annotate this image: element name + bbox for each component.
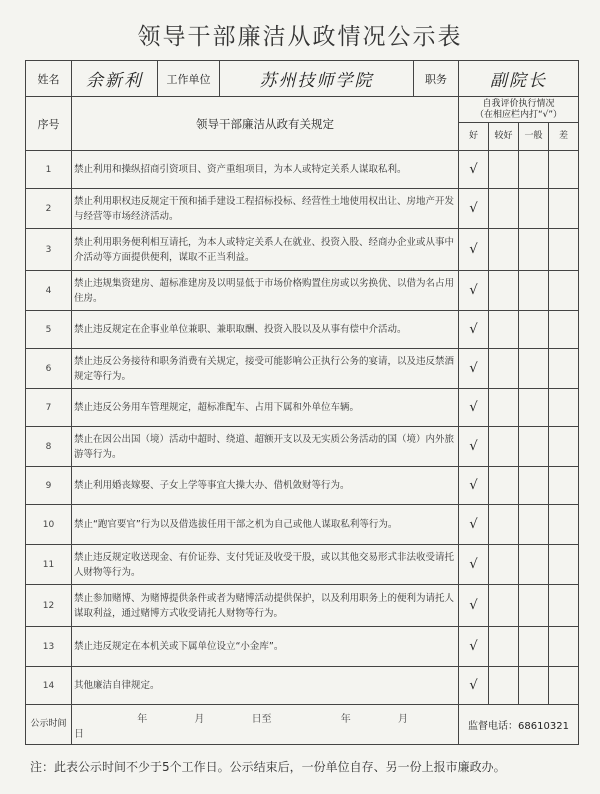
rule-row [26,545,579,585]
rule-row [26,229,579,271]
rating-fairly-good-cell [489,229,519,271]
rating-fairly-good-cell [489,349,519,389]
date-day-to: 日至 [251,713,272,725]
rule-row [26,585,579,627]
rating-fairly-good-cell [489,667,519,705]
rating-good-cell: √ [459,349,489,389]
rule-row [26,389,579,427]
rule-row [26,427,579,467]
rule-text: 禁止违反公务用车管理规定，超标准配车、占用下属和外单位车辆。 [72,389,459,427]
rating-good-cell: √ [459,667,489,705]
publicity-label: 公示时间 [26,705,72,745]
table-head-row-1 [26,97,579,123]
rating-fairly-good-cell [489,389,519,427]
rating-fairly-good-cell [489,151,519,189]
rule-number: 14 [26,667,72,705]
rating-average-cell [519,151,549,189]
rule-number: 9 [26,467,72,505]
rule-number: 12 [26,585,72,627]
rule-number: 2 [26,189,72,229]
rating-fairly-good-cell [489,467,519,505]
rules-body [26,151,579,705]
rating-average-cell [519,389,549,427]
rating-good-cell: √ [459,389,489,427]
rating-good-cell: √ [459,427,489,467]
date-month-1: 月 [194,713,205,725]
rating-poor-cell [549,311,579,349]
rules-header [72,97,459,151]
rule-row [26,189,579,229]
rating-fairly-good-cell [489,427,519,467]
name-value: 余新利 [72,61,158,97]
rule-number: 11 [26,545,72,585]
rule-text: 禁止利用职务便利相互请托，为本人或特定关系人在就业、投资入股、经商办企业或从事中介活动等方面提供便利，谋取不正当利益。 [72,229,459,271]
eval-header [459,97,579,123]
rating-good-cell: √ [459,311,489,349]
rule-text: 禁止违反规定在企事业单位兼职、兼职取酬、投资入股以及从事有偿中介活动。 [72,311,459,349]
rating-average-cell [519,467,549,505]
rule-row [26,151,579,189]
footnote: 注：此表公示时间不少于5个工作日。公示结束后，一份单位自存、另一份上报市廉政办。 [30,760,506,774]
rating-good-cell: √ [459,229,489,271]
date-month-2: 月 [397,713,408,725]
rating-fairly-good-cell [489,505,519,545]
rating-poor-cell [549,189,579,229]
rule-number: 5 [26,311,72,349]
date-year-2: 年 [340,713,351,725]
supervision-hotline: 监督电话：68610321 [459,705,579,745]
rating-average-cell [519,271,549,311]
rule-text: 禁止利用职权违反规定干预和插手建设工程招标投标、经营性土地使用权出让、房地产开发与经营等市场经济活动。 [72,189,459,229]
rating-average-cell [519,427,549,467]
date-year-1: 年 [137,713,148,725]
rule-row [26,349,579,389]
rating-good-cell: √ [459,271,489,311]
rating-average-cell [519,667,549,705]
rule-number: 3 [26,229,72,271]
rule-row [26,505,579,545]
rule-number: 4 [26,271,72,311]
position-value: 副院长 [459,61,579,97]
rating-poor-cell [549,585,579,627]
rating-poor-cell [549,151,579,189]
rule-text: 禁止违反公务接待和职务消费有关规定，接受可能影响公正执行公务的宴请，以及违反禁酒规定等行为。 [72,349,459,389]
rule-text: 禁止利用和操纵招商引资项目、资产重组项目，为本人或特定关系人谋取私利。 [72,151,459,189]
rule-number: 6 [26,349,72,389]
position-label: 职务 [414,61,459,97]
header-row [26,61,579,97]
rating-poor-cell [549,229,579,271]
rule-number: 1 [26,151,72,189]
rating-fairly-good-cell [489,585,519,627]
rule-row [26,467,579,505]
rating-average-cell [519,229,549,271]
rule-number: 8 [26,427,72,467]
rating-good: 好 [459,123,489,151]
rating-good-cell: √ [459,585,489,627]
rating-average-cell [519,311,549,349]
rating-average-cell [519,545,549,585]
eval-header-line2: （在相应栏内打“√”） [474,109,563,120]
rule-text: 禁止违反规定在本机关或下属单位设立“小金库”。 [72,627,459,667]
rating-fairly-good: 较好 [489,123,519,151]
rule-text: 禁止利用婚丧嫁娶、子女上学等事宜大操大办、借机敛财等行为。 [72,467,459,505]
rule-text: 禁止违规集资建房、超标准建房及以明显低于市场价格购置住房或以劣换优、以借为名占用住房。 [72,271,459,311]
rating-average-cell [519,627,549,667]
rule-number: 7 [26,389,72,427]
rating-average-cell [519,189,549,229]
rating-good-cell: √ [459,189,489,229]
rating-poor-cell [549,505,579,545]
rule-text: 禁止“跑官要官”行为以及借选拔任用干部之机为自己或他人谋取私利等行为。 [72,505,459,545]
rating-poor: 差 [549,123,579,151]
rating-good-cell: √ [459,545,489,585]
rating-poor-cell [549,467,579,505]
rating-poor-cell [549,271,579,311]
unit-value: 苏州技师学院 [220,61,414,97]
rule-row [26,271,579,311]
footer-row [26,705,579,745]
eval-header-line1: 自我评价执行情况 [482,98,555,109]
rating-poor-cell [549,627,579,667]
seq-header: 序号 [26,97,72,151]
rule-text: 其他廉洁自律规定。 [72,667,459,705]
rating-poor-cell [549,545,579,585]
unit-label: 工作单位 [158,61,220,97]
rating-average-cell [519,505,549,545]
rating-fairly-good-cell [489,627,519,667]
page-title: 领导干部廉洁从政情况公示表 [137,24,463,50]
rule-row [26,627,579,667]
rule-number: 10 [26,505,72,545]
rating-fairly-good-cell [489,311,519,349]
rating-good-cell: √ [459,151,489,189]
rating-good-cell: √ [459,467,489,505]
rating-average-cell [519,585,549,627]
rating-fairly-good-cell [489,545,519,585]
rule-row [26,311,579,349]
rating-average-cell [519,349,549,389]
rating-poor-cell [549,389,579,427]
rating-fairly-good-cell [489,271,519,311]
rating-poor-cell [549,667,579,705]
rating-fairly-good-cell [489,189,519,229]
rule-number: 13 [26,627,72,667]
disclosure-form [25,60,579,745]
rating-good-cell: √ [459,505,489,545]
rating-average: 一般 [519,123,549,151]
rule-row [26,667,579,705]
date-day-2: 日 [74,728,84,740]
rules-header-text: 领导干部廉洁从政有关规定 [196,116,334,131]
name-label: 姓名 [26,61,72,97]
rating-good-cell: √ [459,627,489,667]
rule-text: 禁止在因公出国（境）活动中超时、绕道、超额开支以及无实质公务活动的国（境）内外旅游等行为。 [72,427,459,467]
rating-poor-cell [549,427,579,467]
rule-text: 禁止违反规定收送现金、有价证券、支付凭证及收受干股，或以其他交易形式非法收受请托人财物等行为。 [72,545,459,585]
publicity-dates [72,705,459,745]
rating-poor-cell [549,349,579,389]
rule-text: 禁止参加赌博、为赌博提供条件或者为赌博活动提供保护，以及利用职务上的便利为请托人谋取利益，通过赌博方式收受请托人财物等行为。 [72,585,459,627]
